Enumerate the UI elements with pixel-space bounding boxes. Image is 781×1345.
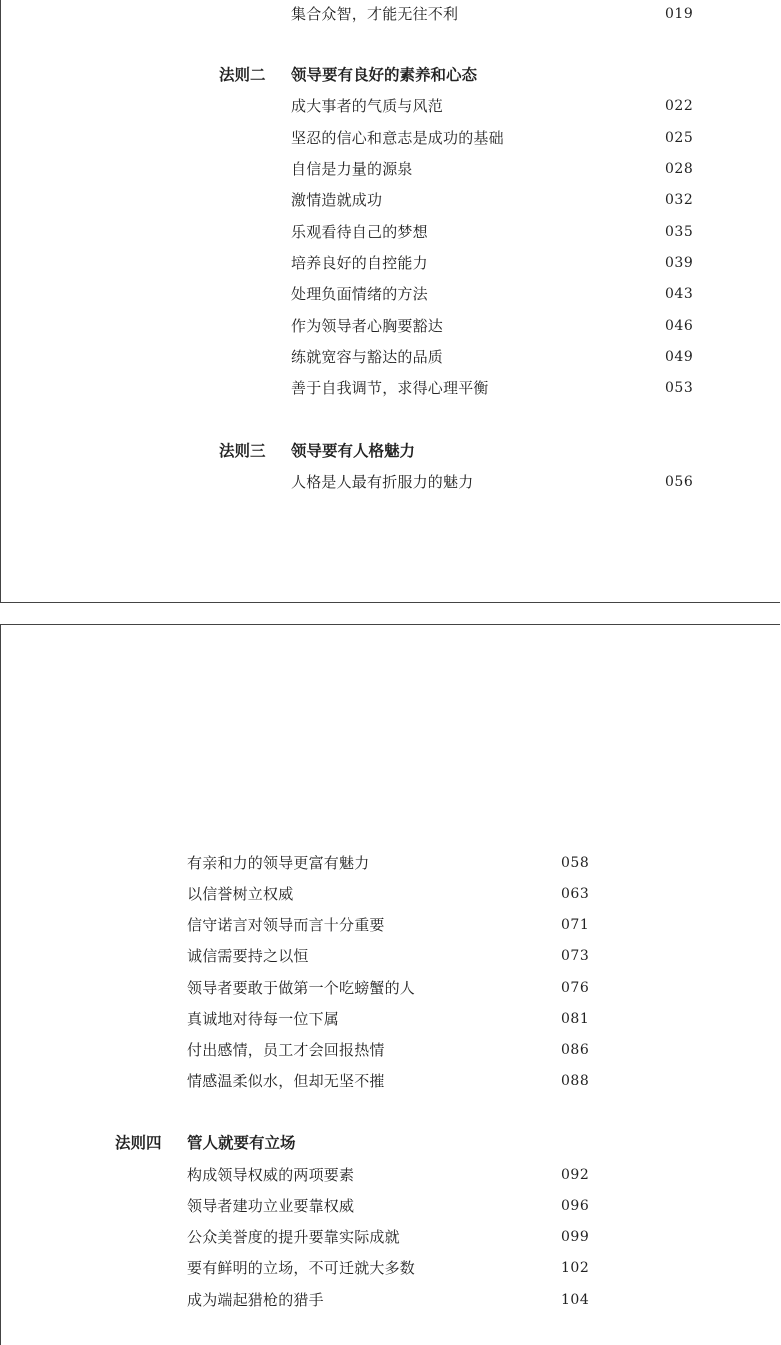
toc-entry-title: 领导者建功立业要靠权威 xyxy=(187,1197,355,1215)
toc-entry-page: 028 xyxy=(665,161,694,177)
toc-entry-page: 073 xyxy=(561,948,590,964)
toc-entry-title: 要有鲜明的立场，不可迁就大多数 xyxy=(187,1259,416,1277)
toc-entry-title: 乐观看待自己的梦想 xyxy=(291,223,428,241)
toc-entry-title: 成大事者的气质与风范 xyxy=(291,97,444,115)
chapter-title: 管人就要有立场 xyxy=(187,1133,296,1152)
toc-entry-page: 104 xyxy=(561,1292,590,1308)
toc-entry-page: 046 xyxy=(665,318,694,334)
chapter-title: 领导要有人格魅力 xyxy=(291,441,416,460)
toc-entry-page: 043 xyxy=(665,286,694,302)
toc-entry-page: 053 xyxy=(665,380,694,396)
toc-entry-page: 039 xyxy=(665,255,694,271)
toc-entry-title: 以信誉树立权威 xyxy=(187,885,294,903)
toc-entry-title: 激情造就成功 xyxy=(291,191,383,209)
toc-entry-page: 102 xyxy=(561,1260,590,1276)
toc-entry-title: 付出感情，员工才会回报热情 xyxy=(187,1041,385,1059)
toc-entry-title: 人格是人最有折服力的魅力 xyxy=(291,473,474,491)
toc-entry-page: 019 xyxy=(665,6,694,22)
toc-page-lower xyxy=(0,624,780,1345)
toc-entry-title: 集合众智，才能无往不利 xyxy=(291,5,459,23)
chapter-label: 法则三 xyxy=(219,441,266,460)
toc-entry-title: 处理负面情绪的方法 xyxy=(291,285,428,303)
toc-entry-title: 善于自我调节，求得心理平衡 xyxy=(291,379,489,397)
toc-entry-title: 有亲和力的领导更富有魅力 xyxy=(187,854,370,872)
toc-entry-page: 081 xyxy=(561,1011,590,1027)
toc-entry-title: 信守诺言对领导而言十分重要 xyxy=(187,916,385,934)
toc-entry-page: 099 xyxy=(561,1229,590,1245)
toc-entry-page: 086 xyxy=(561,1042,590,1058)
chapter-label: 法则四 xyxy=(115,1133,162,1152)
toc-entry-page: 058 xyxy=(561,855,590,871)
chapter-title: 领导要有良好的素养和心态 xyxy=(291,65,478,84)
chapter-label: 法则二 xyxy=(219,65,266,84)
toc-entry-title: 练就宽容与豁达的品质 xyxy=(291,348,444,366)
toc-entry-page: 049 xyxy=(665,349,694,365)
toc-entry-title: 自信是力量的源泉 xyxy=(291,160,413,178)
toc-entry-page: 092 xyxy=(561,1167,590,1183)
toc-entry-page: 096 xyxy=(561,1198,590,1214)
toc-entry-page: 071 xyxy=(561,917,590,933)
toc-entry-page: 025 xyxy=(665,130,694,146)
toc-entry-title: 真诚地对待每一位下属 xyxy=(187,1010,340,1028)
toc-entry-title: 诚信需要持之以恒 xyxy=(187,947,309,965)
toc-entry-page: 035 xyxy=(665,224,694,240)
toc-entry-title: 构成领导权威的两项要素 xyxy=(187,1166,355,1184)
toc-entry-title: 情感温柔似水，但却无坚不摧 xyxy=(187,1072,385,1090)
toc-entry-page: 063 xyxy=(561,886,590,902)
toc-entry-title: 公众美誉度的提升要靠实际成就 xyxy=(187,1228,400,1246)
toc-entry-page: 056 xyxy=(665,474,694,490)
toc-entry-title: 领导者要敢于做第一个吃螃蟹的人 xyxy=(187,979,416,997)
toc-entry-title: 作为领导者心胸要豁达 xyxy=(291,317,444,335)
toc-entry-page: 032 xyxy=(665,192,694,208)
toc-entry-title: 坚忍的信心和意志是成功的基础 xyxy=(291,129,504,147)
page-gap xyxy=(0,603,781,623)
toc-entry-title: 培养良好的自控能力 xyxy=(291,254,428,272)
toc-entry-page: 022 xyxy=(665,98,694,114)
toc-entry-page: 076 xyxy=(561,980,590,996)
toc-entry-title: 成为端起猎枪的猎手 xyxy=(187,1291,324,1309)
toc-entry-page: 088 xyxy=(561,1073,590,1089)
toc-page-upper xyxy=(0,0,780,603)
